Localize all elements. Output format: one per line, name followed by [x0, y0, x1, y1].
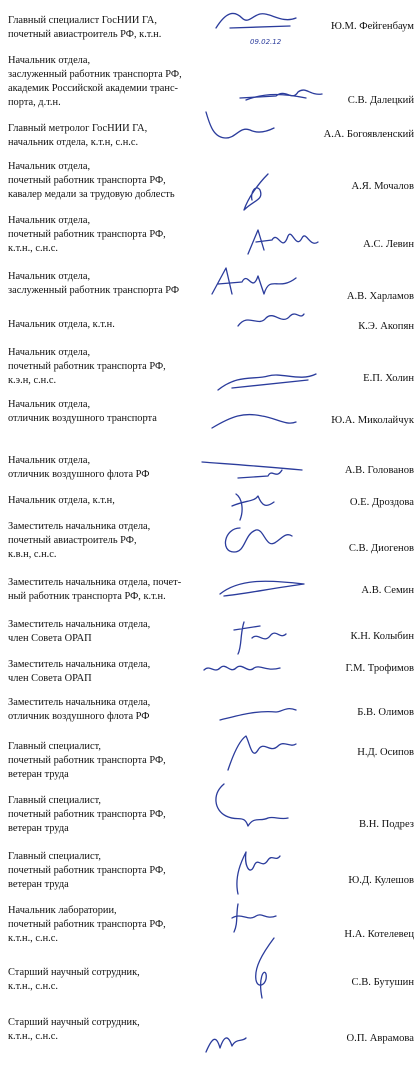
signatory-position: Главный специалист, почетный работник транспорта РФ, ветеран труда	[8, 741, 166, 780]
handwritten-signature	[202, 1028, 250, 1058]
signatory-position: Начальник отдела, отличник воздушного флота РФ	[8, 455, 150, 480]
signatory-name: Б.В. Олимов	[357, 707, 414, 718]
signatory-position: Старший научный сотрудник, к.т.н., с.н.с.	[8, 967, 140, 992]
signatory-position: Начальник отдела, отличник воздушного транспорта	[8, 399, 157, 424]
handwritten-signature	[200, 660, 284, 680]
signatory-position: Начальник отдела, почетный работник транспорта РФ, кавалер медали за трудовую доблесть	[8, 161, 175, 200]
handwritten-signature	[236, 82, 326, 106]
signatory-position: Начальник отдела, к.т.н.	[8, 319, 115, 330]
signatory-position: Начальник отдела, заслуженный работник транспорта РФ, академик Российской академии транс- порта, д.т.н.	[8, 55, 182, 108]
handwritten-signature	[216, 522, 296, 558]
signatory-position: Начальник отдела, заслуженный работник транспорта РФ	[8, 271, 180, 296]
signatory-name: А.Я. Мочалов	[351, 181, 414, 192]
handwritten-signature	[208, 402, 298, 436]
signatory-name: Н.Д. Осипов	[357, 747, 414, 758]
handwritten-signature	[230, 614, 290, 658]
signatory-name: О.П. Аврамова	[346, 1033, 414, 1044]
handwritten-signature	[244, 934, 284, 1004]
handwritten-signature	[220, 732, 300, 776]
handwritten-signature	[216, 702, 300, 726]
handwritten-signature	[214, 574, 310, 602]
handwritten-signature	[238, 170, 278, 214]
signatory-name: С.В. Диогенов	[348, 543, 414, 554]
signatory-name: А.В. Харламов	[346, 291, 414, 302]
signatory-name: Н.А. Котелевец	[344, 929, 414, 940]
signature-date: 09.02.12	[250, 38, 282, 46]
handwritten-signature	[204, 778, 294, 838]
handwritten-signature	[212, 366, 322, 396]
signatory-name: О.Е. Дроздова	[349, 497, 414, 508]
signatory-name: А.В. Голованов	[344, 465, 414, 476]
handwritten-signature	[200, 108, 280, 152]
signatory-position: Начальник отдела, к.т.н,	[8, 495, 115, 506]
signatory-name: Ю.А. Миколайчук	[331, 415, 414, 426]
signatory-name: А.В. Семин	[361, 585, 414, 596]
handwritten-signature	[208, 264, 300, 304]
signatory-name: Ю.М. Фейгенбаум	[331, 21, 414, 32]
signatory-position: Главный специалист, почетный работник транспорта РФ, ветеран труда	[8, 795, 166, 834]
signatory-name: Е.П. Холин	[363, 373, 414, 384]
signatory-name: А.С. Левин	[363, 239, 414, 250]
signatory-position: Заместитель начальника отдела, почетный авиастроитель РФ, к.в.н, с.н.с.	[8, 521, 151, 560]
handwritten-signature	[212, 6, 302, 42]
signatory-name: К.Н. Колыбин	[350, 631, 414, 642]
signatory-position: Главный специалист, почетный работник транспорта РФ, ветеран труда	[8, 851, 166, 890]
handwritten-signature	[228, 486, 278, 526]
signatory-position: Главный метролог ГосНИИ ГА, начальник отдела, к.т.н, с.н.с.	[8, 123, 148, 148]
signatory-name: А.А. Богоявленский	[323, 129, 414, 140]
signatory-name: С.В. Бутушин	[351, 977, 414, 988]
signatory-position: Заместитель начальника отдела, отличник воздушного флота РФ	[8, 697, 151, 722]
handwritten-signature	[228, 898, 284, 938]
handwritten-signature	[244, 224, 324, 260]
signatory-name: В.Н. Подрез	[358, 819, 414, 830]
signatory-position: Начальник лаборатории, почетный работник транспорта РФ, к.т.н., с.н.с.	[8, 905, 166, 944]
signatory-position: Начальник отдела, почетный работник транспорта РФ, к.э.н, с.н.с.	[8, 347, 166, 386]
signatory-name: С.В. Далецкий	[347, 95, 414, 106]
signatory-name: Ю.Д. Кулешов	[348, 875, 414, 886]
signatory-name: К.Э. Акопян	[358, 321, 414, 332]
signatory-position: Старший научный сотрудник, к.т.н., с.н.с.	[8, 1017, 140, 1042]
signatory-name: Г.М. Трофимов	[345, 663, 414, 674]
handwritten-signature	[234, 308, 306, 332]
signatory-position: Заместитель начальника отдела, член Совета ОРАП	[8, 619, 151, 644]
handwritten-signature	[198, 456, 308, 484]
signatory-position: Заместитель начальника отдела, член Совета ОРАП	[8, 659, 151, 684]
signatory-position: Заместитель начальника отдела, почет- ный работник транспорта РФ, к.т.н.	[8, 577, 182, 602]
handwritten-signature	[224, 846, 284, 900]
signatory-position: Главный специалист ГосНИИ ГА, почетный авиастроитель РФ, к.т.н.	[8, 15, 162, 40]
signatory-position: Начальник отдела, почетный работник транспорта РФ, к.т.н., с.н.с.	[8, 215, 166, 254]
